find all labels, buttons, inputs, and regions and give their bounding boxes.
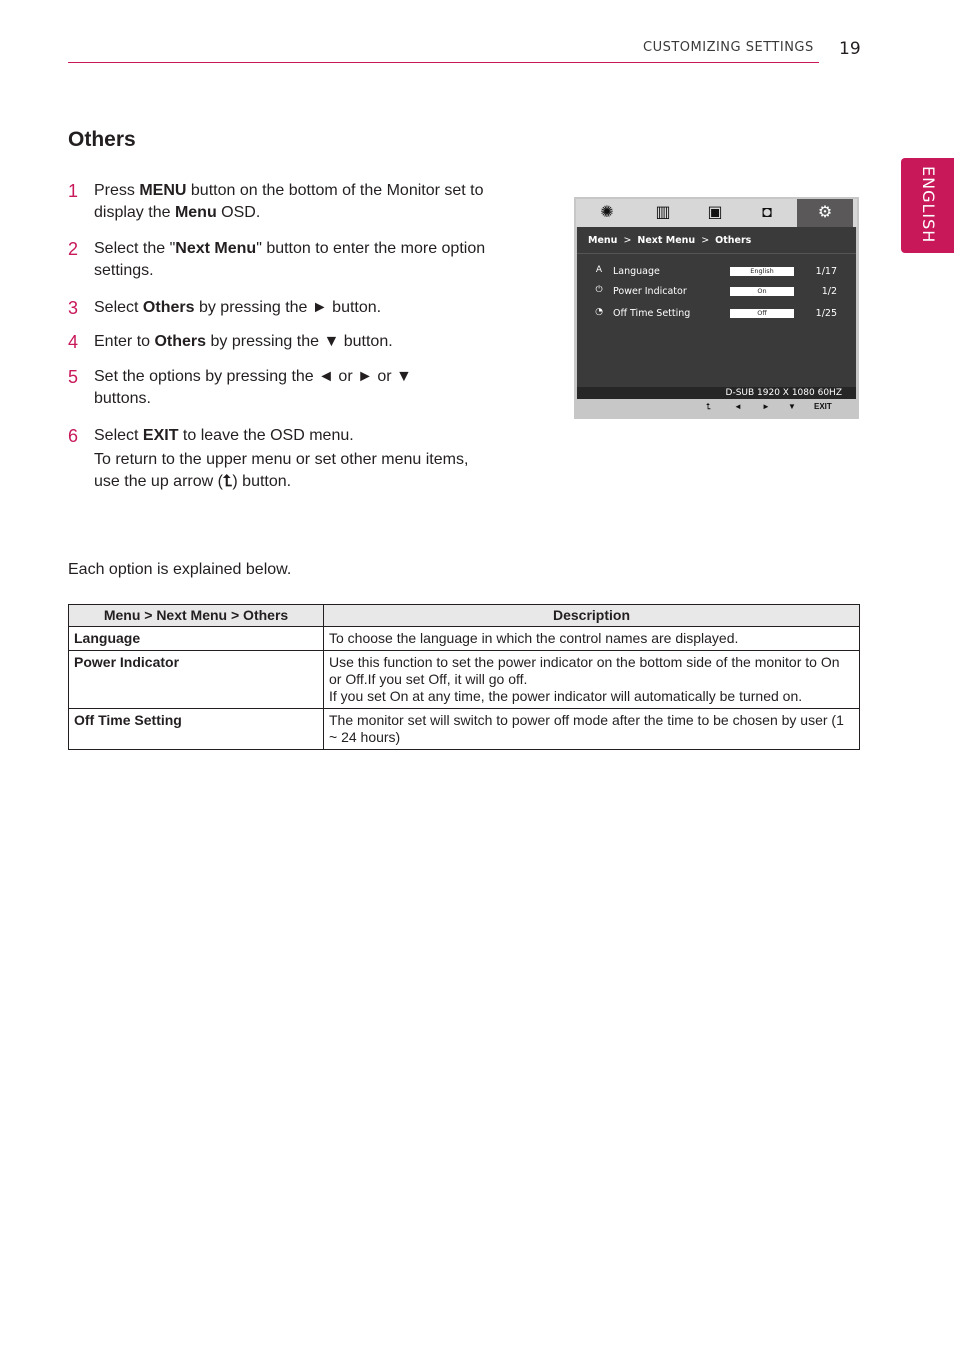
osd-value-box: On xyxy=(730,287,794,296)
header-rule xyxy=(68,62,819,63)
option-name: Off Time Setting xyxy=(69,709,324,750)
step-text: Press MENU button on the bottom of the Monitor set to display the Menu OSD. xyxy=(94,182,484,221)
osd-button-bar xyxy=(574,399,859,419)
step-number: 5 xyxy=(68,367,79,387)
step-number: 1 xyxy=(68,181,79,201)
osd-screenshot xyxy=(574,197,859,419)
intro-text: Each option is explained below. xyxy=(68,561,292,578)
osd-resolution: D-SUB 1920 X 1080 60HZ xyxy=(725,388,842,398)
option-description: The monitor set will switch to power off mode after the time to be chosen by user (1 ~ 24 hours) xyxy=(324,709,860,750)
step-text: Select Others by pressing the ► button. xyxy=(94,299,382,316)
osd-value-box: Off xyxy=(730,309,794,318)
language-icon: A xyxy=(595,265,603,275)
step-number: 6 xyxy=(68,426,79,446)
option-description: To choose the language in which the control names are displayed. xyxy=(324,627,860,651)
osd-left-arrow-icon: ◄ xyxy=(734,402,742,411)
osd-right-arrow-icon: ► xyxy=(762,402,770,411)
step-number: 2 xyxy=(68,239,79,259)
table-header-description: Description xyxy=(324,605,860,627)
step-number: 4 xyxy=(68,332,79,352)
page-number: 19 xyxy=(839,39,861,59)
section-title: Others xyxy=(68,128,136,151)
timer-icon: ◔ xyxy=(595,307,603,317)
osd-divider xyxy=(577,253,856,254)
osd-breadcrumb: Menu > Next Menu > Others xyxy=(588,235,752,246)
osd-value-box: English xyxy=(730,267,794,276)
language-tab xyxy=(901,158,954,253)
others-gear-icon: ⚙ xyxy=(797,199,853,227)
step-text: Set the options by pressing the ◄ or ► or ▼ buttons. xyxy=(94,368,412,407)
osd-up-arrow-icon: ⮤ xyxy=(706,402,711,411)
options-table xyxy=(68,604,860,750)
option-name: Power Indicator xyxy=(69,651,324,709)
option-description: Use this function to set the power indicator on the bottom side of the monitor to On or Off.If you set Off, it will go off. If you set On at any time, the power indicator will automatically be turned on. xyxy=(324,651,860,709)
header-section-title: CUSTOMIZING SETTINGS xyxy=(643,40,814,55)
table-row xyxy=(69,709,860,750)
osd-exit-label: EXIT xyxy=(814,402,832,411)
osd-row-language: A Language English 1/17 xyxy=(595,265,837,277)
screen-icon: ▣ xyxy=(707,204,723,221)
osd-screen xyxy=(577,227,856,399)
table-row xyxy=(69,627,860,651)
option-name: Language xyxy=(69,627,324,651)
step-text: Select the "Next Menu" button to enter the more option settings. xyxy=(94,240,486,279)
step-text: Enter to Others by pressing the ▼ button. xyxy=(94,333,393,350)
table-header-row xyxy=(69,605,860,627)
brightness-icon: ✺ xyxy=(600,204,614,221)
osd-tab-bar xyxy=(576,199,857,227)
step-text: Select EXIT to leave the OSD menu. To return to the upper menu or set other menu items, use the up arrow (⮤) button. xyxy=(94,425,494,493)
picture-icon: ▥ xyxy=(655,204,671,221)
osd-footer xyxy=(577,387,856,399)
step-number: 3 xyxy=(68,298,79,318)
power-icon: ⏻ xyxy=(595,285,603,295)
language-tab-label: ENGLISH xyxy=(919,166,938,244)
osd-row-power-indicator: ⏻ Power Indicator On 1/2 xyxy=(595,285,837,297)
table-header-menu: Menu > Next Menu > Others xyxy=(69,605,324,627)
up-arrow-icon: ⮤ xyxy=(222,473,233,490)
osd-down-arrow-icon: ▼ xyxy=(788,402,796,411)
osd-row-off-time-setting: ◔ Off Time Setting Off 1/25 xyxy=(595,307,837,319)
table-row xyxy=(69,651,860,709)
color-icon: ◘ xyxy=(762,204,772,221)
